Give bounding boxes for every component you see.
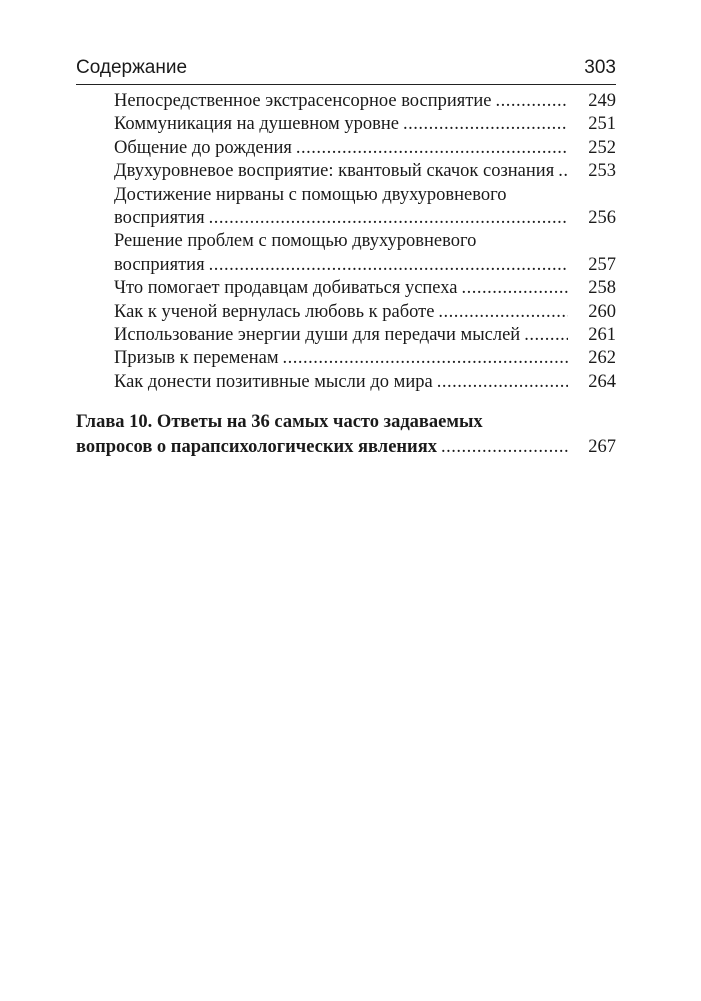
- toc-entry-page: 264: [588, 371, 616, 392]
- running-header-title: Содержание: [76, 57, 188, 78]
- toc-entry-title-line1: Достижение нирваны с помощью двухуровневого: [114, 184, 507, 205]
- toc-entry-page: 257: [588, 254, 616, 275]
- toc-entry: [76, 301, 616, 324]
- toc-entry-title: Непосредственное экстрасенсорное восприятие: [114, 91, 492, 111]
- leader-dots: [399, 113, 568, 136]
- leader-dots: [279, 347, 568, 370]
- leader-dots: [434, 301, 568, 324]
- leader-dots: [292, 137, 568, 160]
- leader-dots: [437, 435, 568, 460]
- toc-entry-title: Как донести позитивные мысли до мира: [114, 371, 433, 392]
- toc-entry-title: Призыв к переменам: [114, 348, 279, 369]
- toc-chapter-entry: [76, 410, 616, 460]
- toc-entry-page: 249: [588, 91, 616, 111]
- toc-entry: [76, 90, 616, 113]
- chapter-page: 267: [588, 437, 616, 458]
- chapter-title-line2: вопросов о парапсихологических явлениях: [76, 437, 437, 458]
- toc-entry-title: Использование энергии души для передачи мыслей: [114, 325, 521, 346]
- toc-entry-page: 260: [588, 301, 616, 322]
- leader-dots: [491, 90, 568, 113]
- toc-entry: [76, 371, 616, 394]
- toc-entry-title-line2: восприятия: [114, 254, 205, 275]
- toc-entry-title-line1: Решение проблем с помощью двухуровневого: [114, 231, 477, 252]
- toc-entry: [76, 160, 616, 183]
- toc-entry-title: Двухуровневое восприятие: квантовый скачок сознания: [114, 161, 555, 182]
- toc-entry-page: 262: [588, 348, 616, 369]
- running-header-page-number: 303: [584, 57, 616, 78]
- leader-dots: [554, 160, 568, 183]
- chapter-title-line1: Глава 10. Ответы на 36 самых часто задаваемых: [76, 412, 483, 433]
- header-rule: [76, 84, 616, 85]
- toc-entry: [76, 324, 616, 347]
- toc-entry-page: 252: [588, 137, 616, 158]
- toc-entry: [76, 347, 616, 370]
- toc-entry: [76, 137, 616, 160]
- toc-entry-title: Коммуникация на душевном уровне: [114, 114, 399, 135]
- toc-entry: [76, 184, 616, 231]
- leader-dots: [433, 371, 568, 394]
- toc-entry: [76, 113, 616, 136]
- leader-dots: [205, 207, 568, 230]
- toc-entry-title: Что помогает продавцам добиваться успеха: [114, 278, 458, 299]
- toc-entry-title: Общение до рождения: [114, 137, 292, 158]
- leader-dots: [205, 254, 568, 277]
- table-of-contents: [76, 90, 616, 460]
- toc-entry-page: 261: [588, 325, 616, 346]
- toc-entry-page: 251: [588, 114, 616, 135]
- toc-entry-page: 256: [588, 208, 616, 229]
- leader-dots: [458, 277, 569, 300]
- toc-entry-title: Как к ученой вернулась любовь к работе: [114, 301, 435, 322]
- toc-entry-page: 253: [588, 161, 616, 182]
- leader-dots: [520, 324, 568, 347]
- toc-entry: [76, 230, 616, 277]
- toc-entry-title-line2: восприятия: [114, 208, 205, 229]
- toc-entry: [76, 277, 616, 300]
- running-header: [76, 56, 616, 80]
- toc-entry-page: 258: [588, 278, 616, 299]
